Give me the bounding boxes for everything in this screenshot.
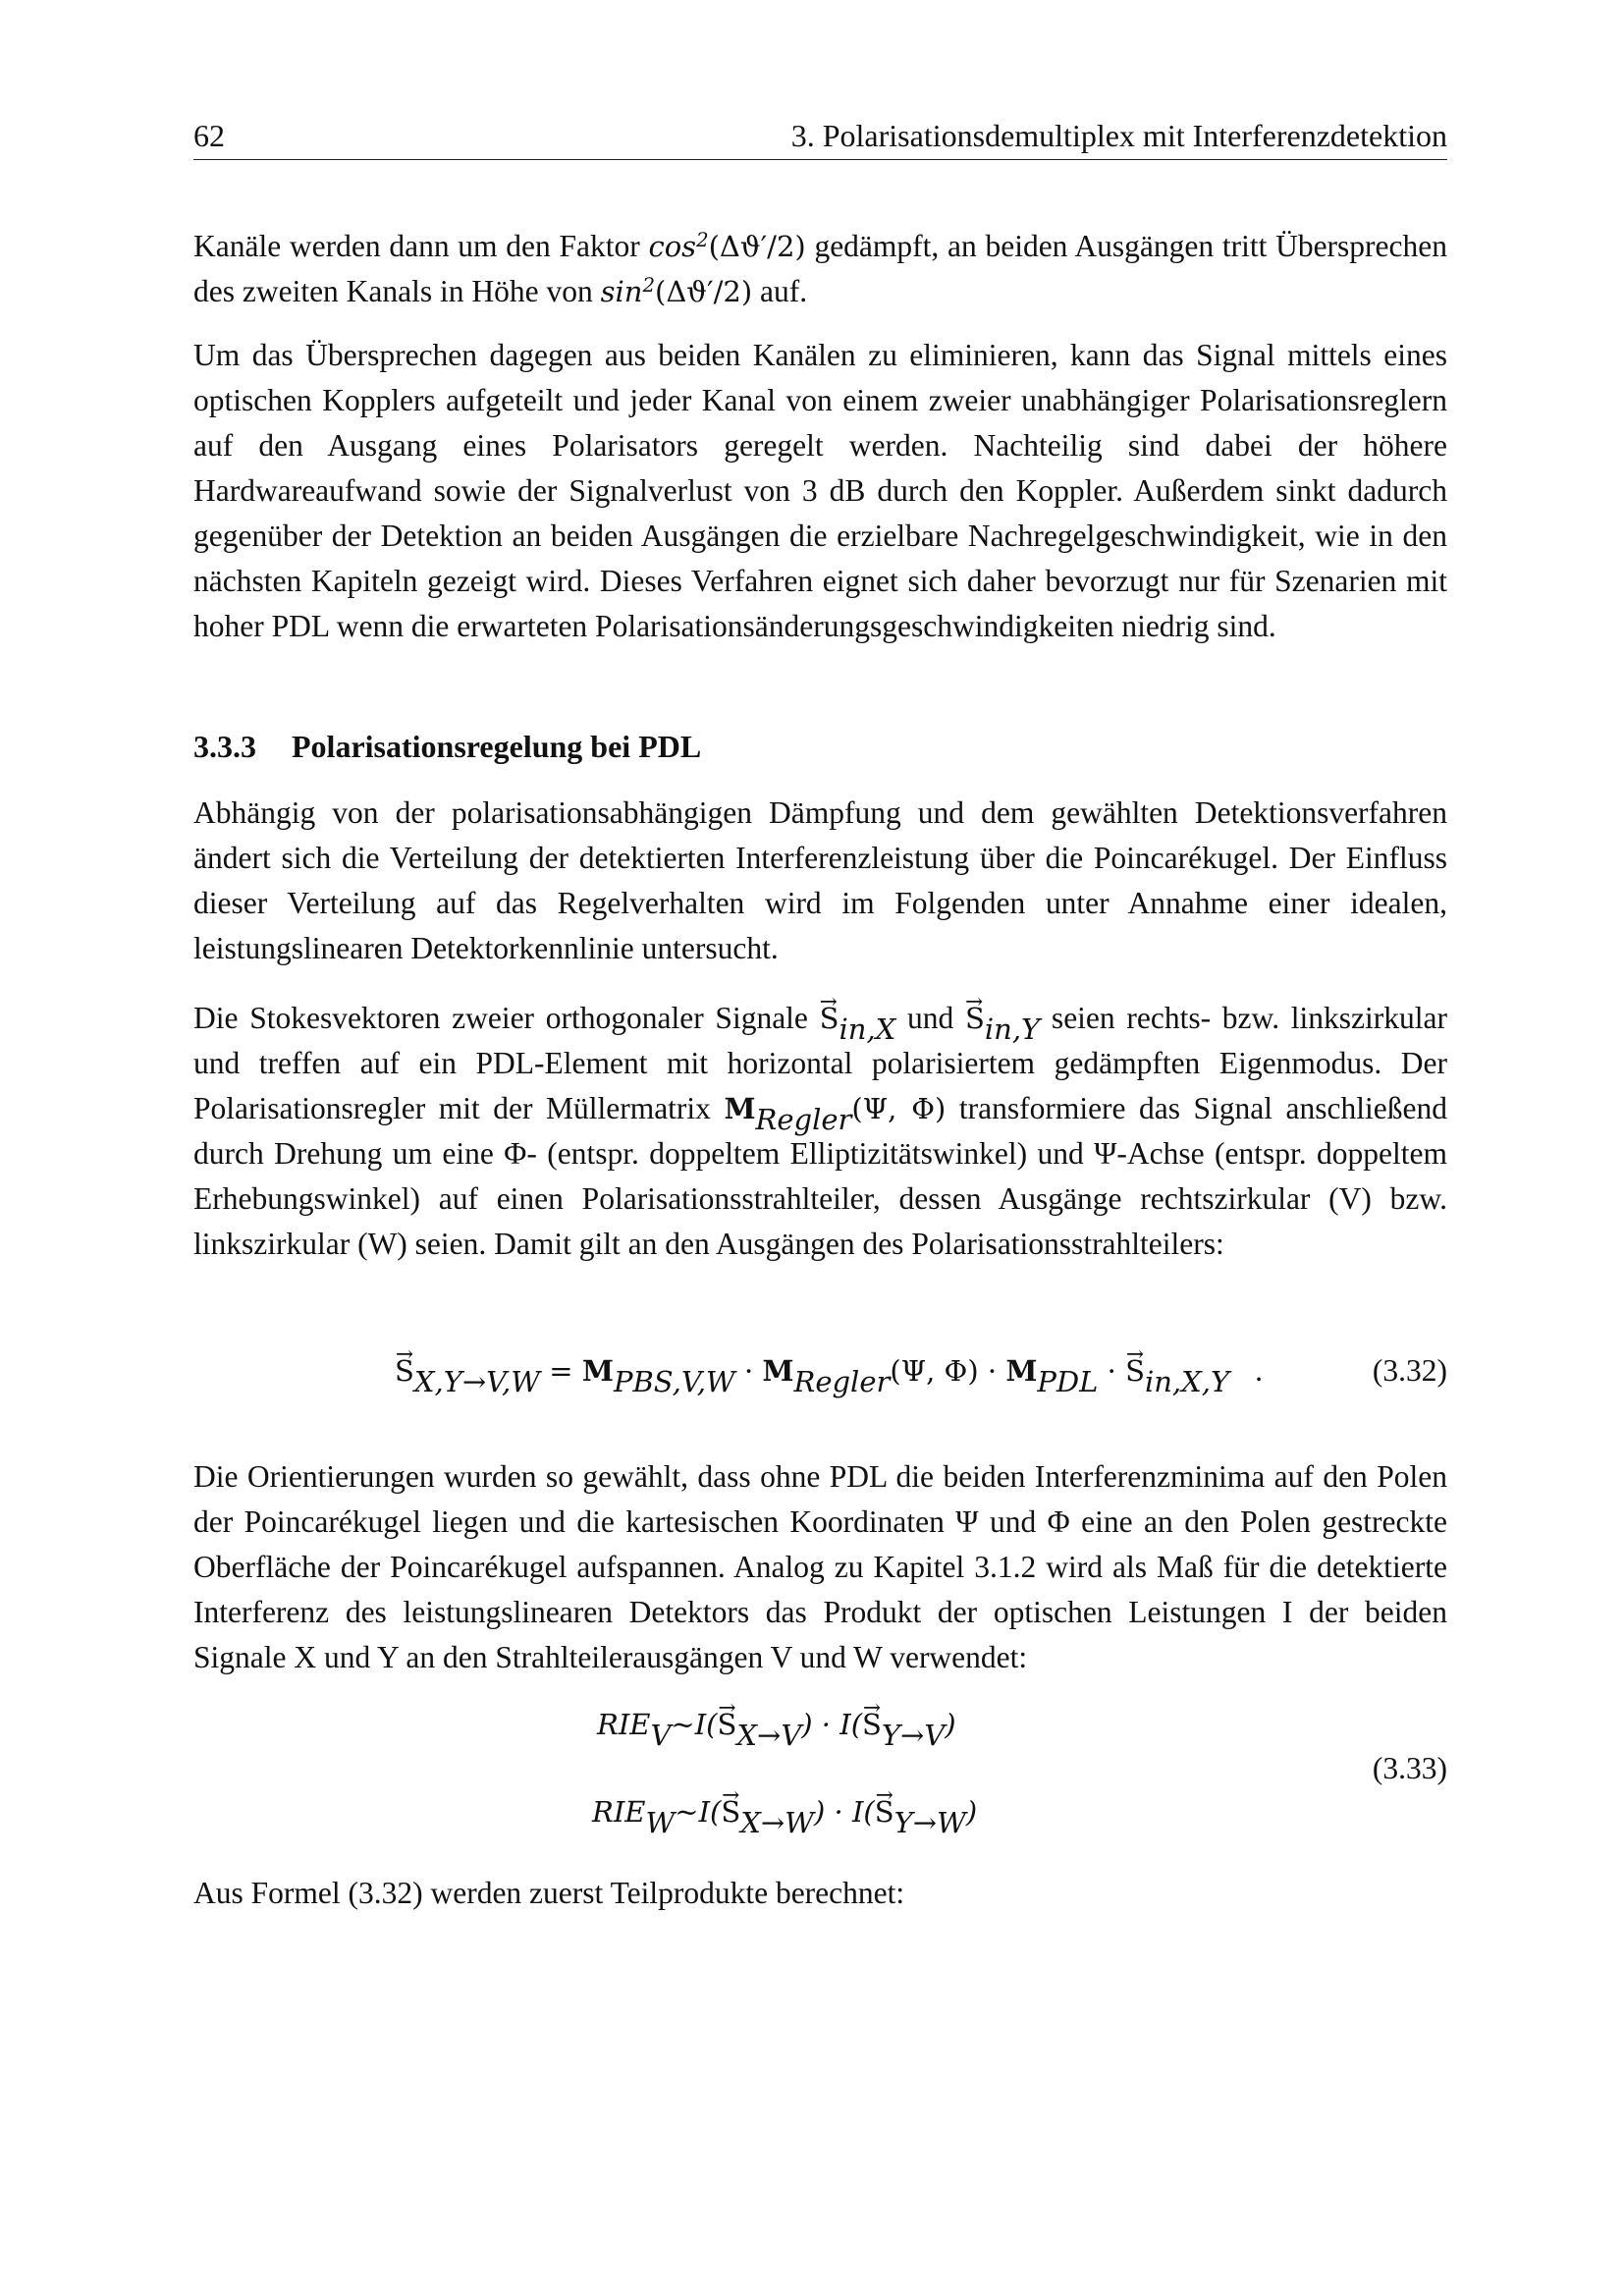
equation-3-32: → $S_{X,Y\to V,W} = M_{PBS,V,W} \cdot M_{Regler}(\Psi$, $\Phi) \cdot M_{PDL}$ · → $S_{in,X,Y}$ . <box>395 1348 1263 1394</box>
text-run: gedämpft, an beiden Ausgängen tritt Übersprechen des zweiten Kanals in Höhe von <box>193 229 1447 308</box>
paragraph-6: Aus Formel (3.32) werden zuerst Teilprodukte berechnet: <box>193 1876 905 1910</box>
equation-number-3-32: (3.32) <box>1372 1353 1447 1388</box>
text-run: seien rechts- bzw. linkszirkular und treffen auf ein PDL-Element mit horizontal polarisiertem gedämpften Eigenmodus. Der Polarisationsregler mit der Müllermatrix <box>193 1001 1448 1125</box>
paragraph-5: Die Orientierungen wurden so gewählt, dass ohne PDL die beiden Interferenzminima auf den Polen der Poincarékugel liegen und die kartesischen Koordinaten Ψ und Φ eine an den Polen gestreckte Oberfläche der Poincarékugel aufspannen. Analog zu Kapitel 3.1.2 wird als Maß für die detektierte Interferenz des leistungslinearen Detektors das Produkt der optischen Leistungen I der beiden Signale X und Y an den Strahlteilerausgängen V und W verwendet: <box>193 1459 1447 1674</box>
equation-number-3-33: (3.33) <box>1372 1751 1447 1785</box>
section-heading <box>193 724 701 769</box>
page-number: 62 <box>193 118 225 153</box>
stokes-vector-x: → $S_{in,X}$ <box>820 1002 896 1035</box>
section-number: 3.3.3 <box>193 729 256 764</box>
paragraph-2: Um das Übersprechen dagegen aus beiden Kanälen zu eliminieren, kann das Signal mittels eines optischen Kopplers aufgeteilt und jeder Kanal von einem zweier unabhängiger Polarisationsreglern auf den Ausgang eines Polarisators geregelt werden. Nachteilig sind dabei der höhere Hardwareaufwand sowie der Signalverlust von 3 dB durch den Koppler. Außerdem sinkt dadurch gegenüber der Detektion an beiden Ausgängen die erzielbare Nachregelgeschwindigkeit, wie in den nächsten Kapiteln gezeigt wird. Dieses Verfahren eignet sich daher bevorzugt nur für Szenarien mit hoher PDL wenn die erwarteten Polarisationsänderungsgeschwindigkeiten niedrig sind. <box>193 338 1447 643</box>
text-run: Kanäle werden dann um den Faktor <box>193 229 649 263</box>
text-run: transformiere das Signal anschließend durch Drehung um eine Φ- (entspr. doppeltem Elliptizitätswinkel) und Ψ-Achse (entspr. doppeltem Erhebungswinkel) auf einen Polarisationsstrahlteiler, dessen Ausgänge rechtszirkular (V) bzw. linkszirkular (W) seien. Damit gilt an den Ausgängen des Polarisationsstrahlteilers: <box>193 1091 1447 1261</box>
stokes-vector-y: → $S_{in,Y}$ <box>965 1002 1040 1035</box>
paragraph-4 <box>193 996 1447 1267</box>
section-title: Polarisationsregelung bei PDL <box>292 729 702 764</box>
paragraph-1 <box>193 224 1447 314</box>
paragraph-3: Abhängig von der polarisationsabhängigen Dämpfung und dem gewählten Detektionsverfahren ändert sich die Verteilung der detektierten Interferenzleistung über die Poincarékugel. Der Einfluss dieser Verteilung auf das Regelverhalten wird im Folgenden unter Annahme einer idealen, leistungslinearen Detektorkennlinie untersucht. <box>193 795 1447 965</box>
equation-3-33-line-w: $RIE_W\sim I(\to S_{X\to W}) \cdot I(\to S_{Y\to W})$ <box>592 1789 977 1834</box>
text-run: auf. <box>752 274 808 308</box>
equation-3-33-line-v: $RIE_V\sim I(\to S_{X\to V}) \cdot I(\to S_{Y\to V})$ <box>597 1702 956 1747</box>
math-arg: (Δϑ′/2) <box>708 230 806 263</box>
math-cos: $\cos^2$ <box>648 229 709 263</box>
chapter-title: 3. Polarisationsdemultiplex mit Interferenzdetektion <box>790 118 1447 153</box>
running-header <box>193 112 1447 160</box>
mueller-matrix-regler: $M_{Regler}(\Psi$, Φ) <box>724 1092 947 1137</box>
math-sin: $\sin^2$ <box>600 274 656 308</box>
text-run: und <box>895 1001 966 1035</box>
text-run: Die Stokesvektoren zweier orthogonaler Signale <box>193 1001 820 1035</box>
math-arg: (Δϑ′/2) <box>655 275 753 308</box>
